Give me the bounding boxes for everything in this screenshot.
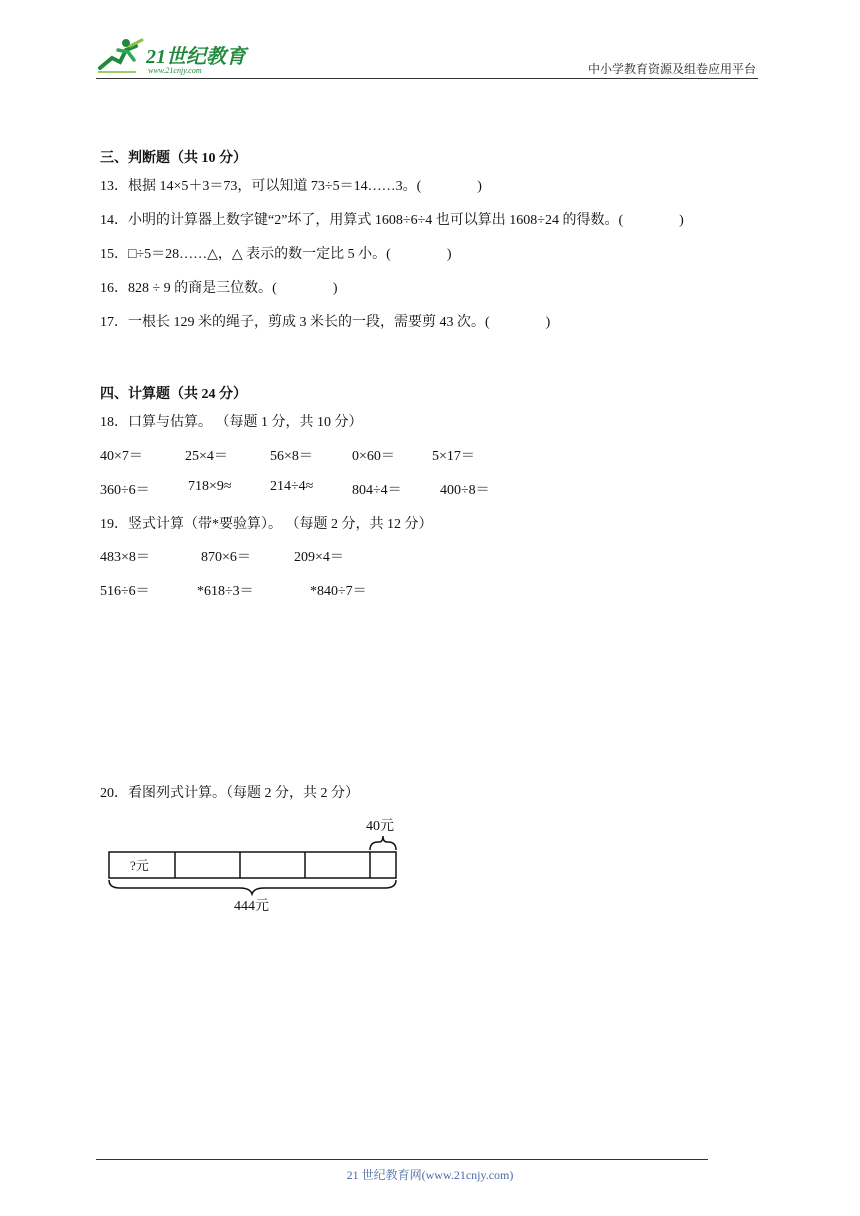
total-amount-label: 444元 (234, 899, 269, 914)
top-amount-label: 40元 (366, 819, 394, 834)
section-title-judgement: 三、判断题（共 10 分） (100, 151, 247, 166)
calc-item: 870×6＝ (201, 550, 251, 565)
question-18-title: 18．口算与估算。 （每题 1 分，共 10 分） (100, 415, 363, 430)
question-19-title: 19．竖式计算（带*要验算）。 （每题 2 分，共 12 分） (100, 517, 433, 532)
platform-name: 中小学教育资源及组卷应用平台 (587, 62, 756, 76)
svg-text:www.21cnjy.com: www.21cnjy.com (148, 66, 202, 75)
calc-item: 804÷4＝ (352, 483, 402, 498)
calc-item: 40×7＝ (100, 449, 143, 464)
site-logo (96, 36, 256, 76)
top-brace (370, 836, 396, 850)
question-17: 17．一根长 129 米的绳子，剪成 3 米长的一段，需要剪 43 次。( ) (100, 315, 551, 330)
calc-item: 214÷4≈ (270, 479, 314, 494)
question-16: 16．828 ÷ 9 的商是三位数。( ) (100, 281, 338, 296)
runner-logo-icon (98, 39, 142, 72)
calc-item: 483×8＝ (100, 550, 150, 565)
calc-item: 400÷8＝ (440, 483, 490, 498)
segment-diagram (100, 812, 410, 922)
header-divider (96, 78, 758, 79)
question-15: 15．□÷5＝28……△，△ 表示的数一定比 5 小。( ) (100, 247, 452, 262)
section-title-calculation: 四、计算题（共 24 分） (100, 387, 247, 402)
footer-divider (96, 1159, 708, 1160)
calc-item: 718×9≈ (188, 479, 232, 494)
calc-item: 56×8＝ (270, 449, 313, 464)
calc-item: 516÷6＝ (100, 584, 150, 599)
question-13: 13．根据 14×5＋3＝73，可以知道 73÷5＝14……3。( ) (100, 179, 482, 194)
calc-item: 360÷6＝ (100, 483, 150, 498)
bar-segments (109, 852, 396, 878)
calc-item: 25×4＝ (185, 449, 228, 464)
bottom-brace (109, 880, 396, 894)
calc-item: *618÷3＝ (197, 584, 254, 599)
calc-item: *840÷7＝ (310, 584, 367, 599)
footer-text[interactable]: 21 世纪教育网(www.21cnjy.com) (346, 1168, 514, 1182)
question-20-title: 20．看图列式计算。（每题 2 分，共 2 分） (100, 786, 359, 801)
calc-item: 5×17＝ (432, 449, 475, 464)
question-14: 14．小明的计算器上数字键“2”坏了，用算式 1608÷6÷4 也可以算出 1608÷24 的得数。( ) (100, 213, 684, 228)
svg-text:21世纪教育: 21世纪教育 (146, 46, 246, 68)
calc-item: 0×60＝ (352, 449, 395, 464)
unknown-part-label: ?元 (130, 858, 149, 873)
calc-item: 209×4＝ (294, 550, 344, 565)
